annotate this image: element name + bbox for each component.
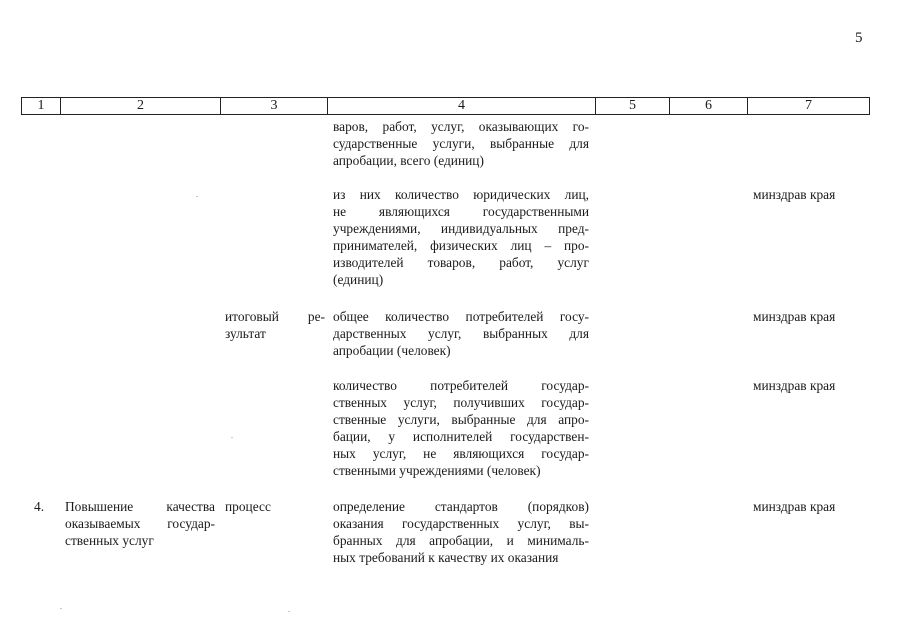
- block-2-result-type: [225, 308, 325, 342]
- text-line: апробации (человек): [333, 343, 451, 358]
- text-line: оказания государственных услуг, вы-: [333, 516, 589, 531]
- text-line: варов, работ, услуг, оказывающих го-: [333, 119, 589, 134]
- block-4-responsible: минздрав края: [753, 499, 836, 514]
- scan-speck: [288, 611, 290, 612]
- text-line: ственных услуг, получивших государ-: [333, 395, 589, 410]
- text-line: (единиц): [333, 272, 384, 287]
- header-col-6: 6: [670, 98, 748, 114]
- header-col-2: 2: [61, 98, 221, 114]
- text-line: общее количество потребителей госу-: [333, 309, 589, 324]
- header-col-5: 5: [596, 98, 670, 114]
- text-line: процесс: [225, 499, 271, 514]
- block-3-responsible: минздрав края: [753, 378, 836, 393]
- text-line: Повышение качества: [65, 499, 215, 514]
- header-col-4: 4: [328, 98, 596, 114]
- header-col-7: 7: [805, 98, 812, 113]
- scan-speck: [196, 196, 198, 197]
- text-line: ственные услуги, выбранные для апро-: [333, 412, 589, 427]
- text-line: итоговый ре-: [225, 309, 325, 324]
- text-line: бации, у исполнителей государствен-: [333, 429, 589, 444]
- header-col-1: 1: [22, 98, 61, 114]
- page-number: 5: [855, 30, 863, 46]
- text-line: дарственных услуг, выбранных для: [333, 326, 589, 341]
- block-2-indicator: [333, 308, 589, 359]
- text-line: оказываемых государ-: [65, 516, 215, 531]
- text-line: зультат: [225, 326, 266, 341]
- block-1-indicator: [333, 186, 589, 288]
- block-0-indicator: [333, 118, 589, 169]
- text-line: ственных услуг: [65, 533, 154, 548]
- block-4-number: 4.: [34, 499, 45, 514]
- scan-speck: [60, 608, 62, 609]
- table-header-row: [21, 97, 870, 115]
- text-line: не являющихся государственными: [333, 204, 589, 219]
- header-col-3: 3: [221, 98, 328, 114]
- text-line: определение стандартов (порядков): [333, 499, 589, 514]
- block-4-task: [65, 498, 215, 549]
- text-line: принимателей, физических лиц – про-: [333, 238, 589, 253]
- block-4-indicator: [333, 498, 589, 566]
- block-1-responsible: минздрав края: [753, 187, 836, 202]
- block-4-result-type: [225, 498, 325, 515]
- text-line: сударственные услуги, выбранные для: [333, 136, 589, 151]
- block-2-responsible: минздрав края: [753, 309, 836, 324]
- text-line: бранных для апробации, и минималь-: [333, 533, 589, 548]
- text-line: ных требований к качеству их оказания: [333, 550, 559, 565]
- text-line: апробации, всего (единиц): [333, 153, 484, 168]
- text-line: изводителей товаров, работ, услуг: [333, 255, 589, 270]
- block-3-indicator: [333, 377, 589, 479]
- text-line: количество потребителей государ-: [333, 378, 589, 393]
- text-line: учреждениями, индивидуальных пред-: [333, 221, 589, 236]
- text-line: из них количество юридических лиц,: [333, 187, 589, 202]
- text-line: ственными учреждениями (человек): [333, 463, 541, 478]
- scan-speck: [231, 437, 233, 438]
- text-line: ных услуг, не являющихся государ-: [333, 446, 589, 461]
